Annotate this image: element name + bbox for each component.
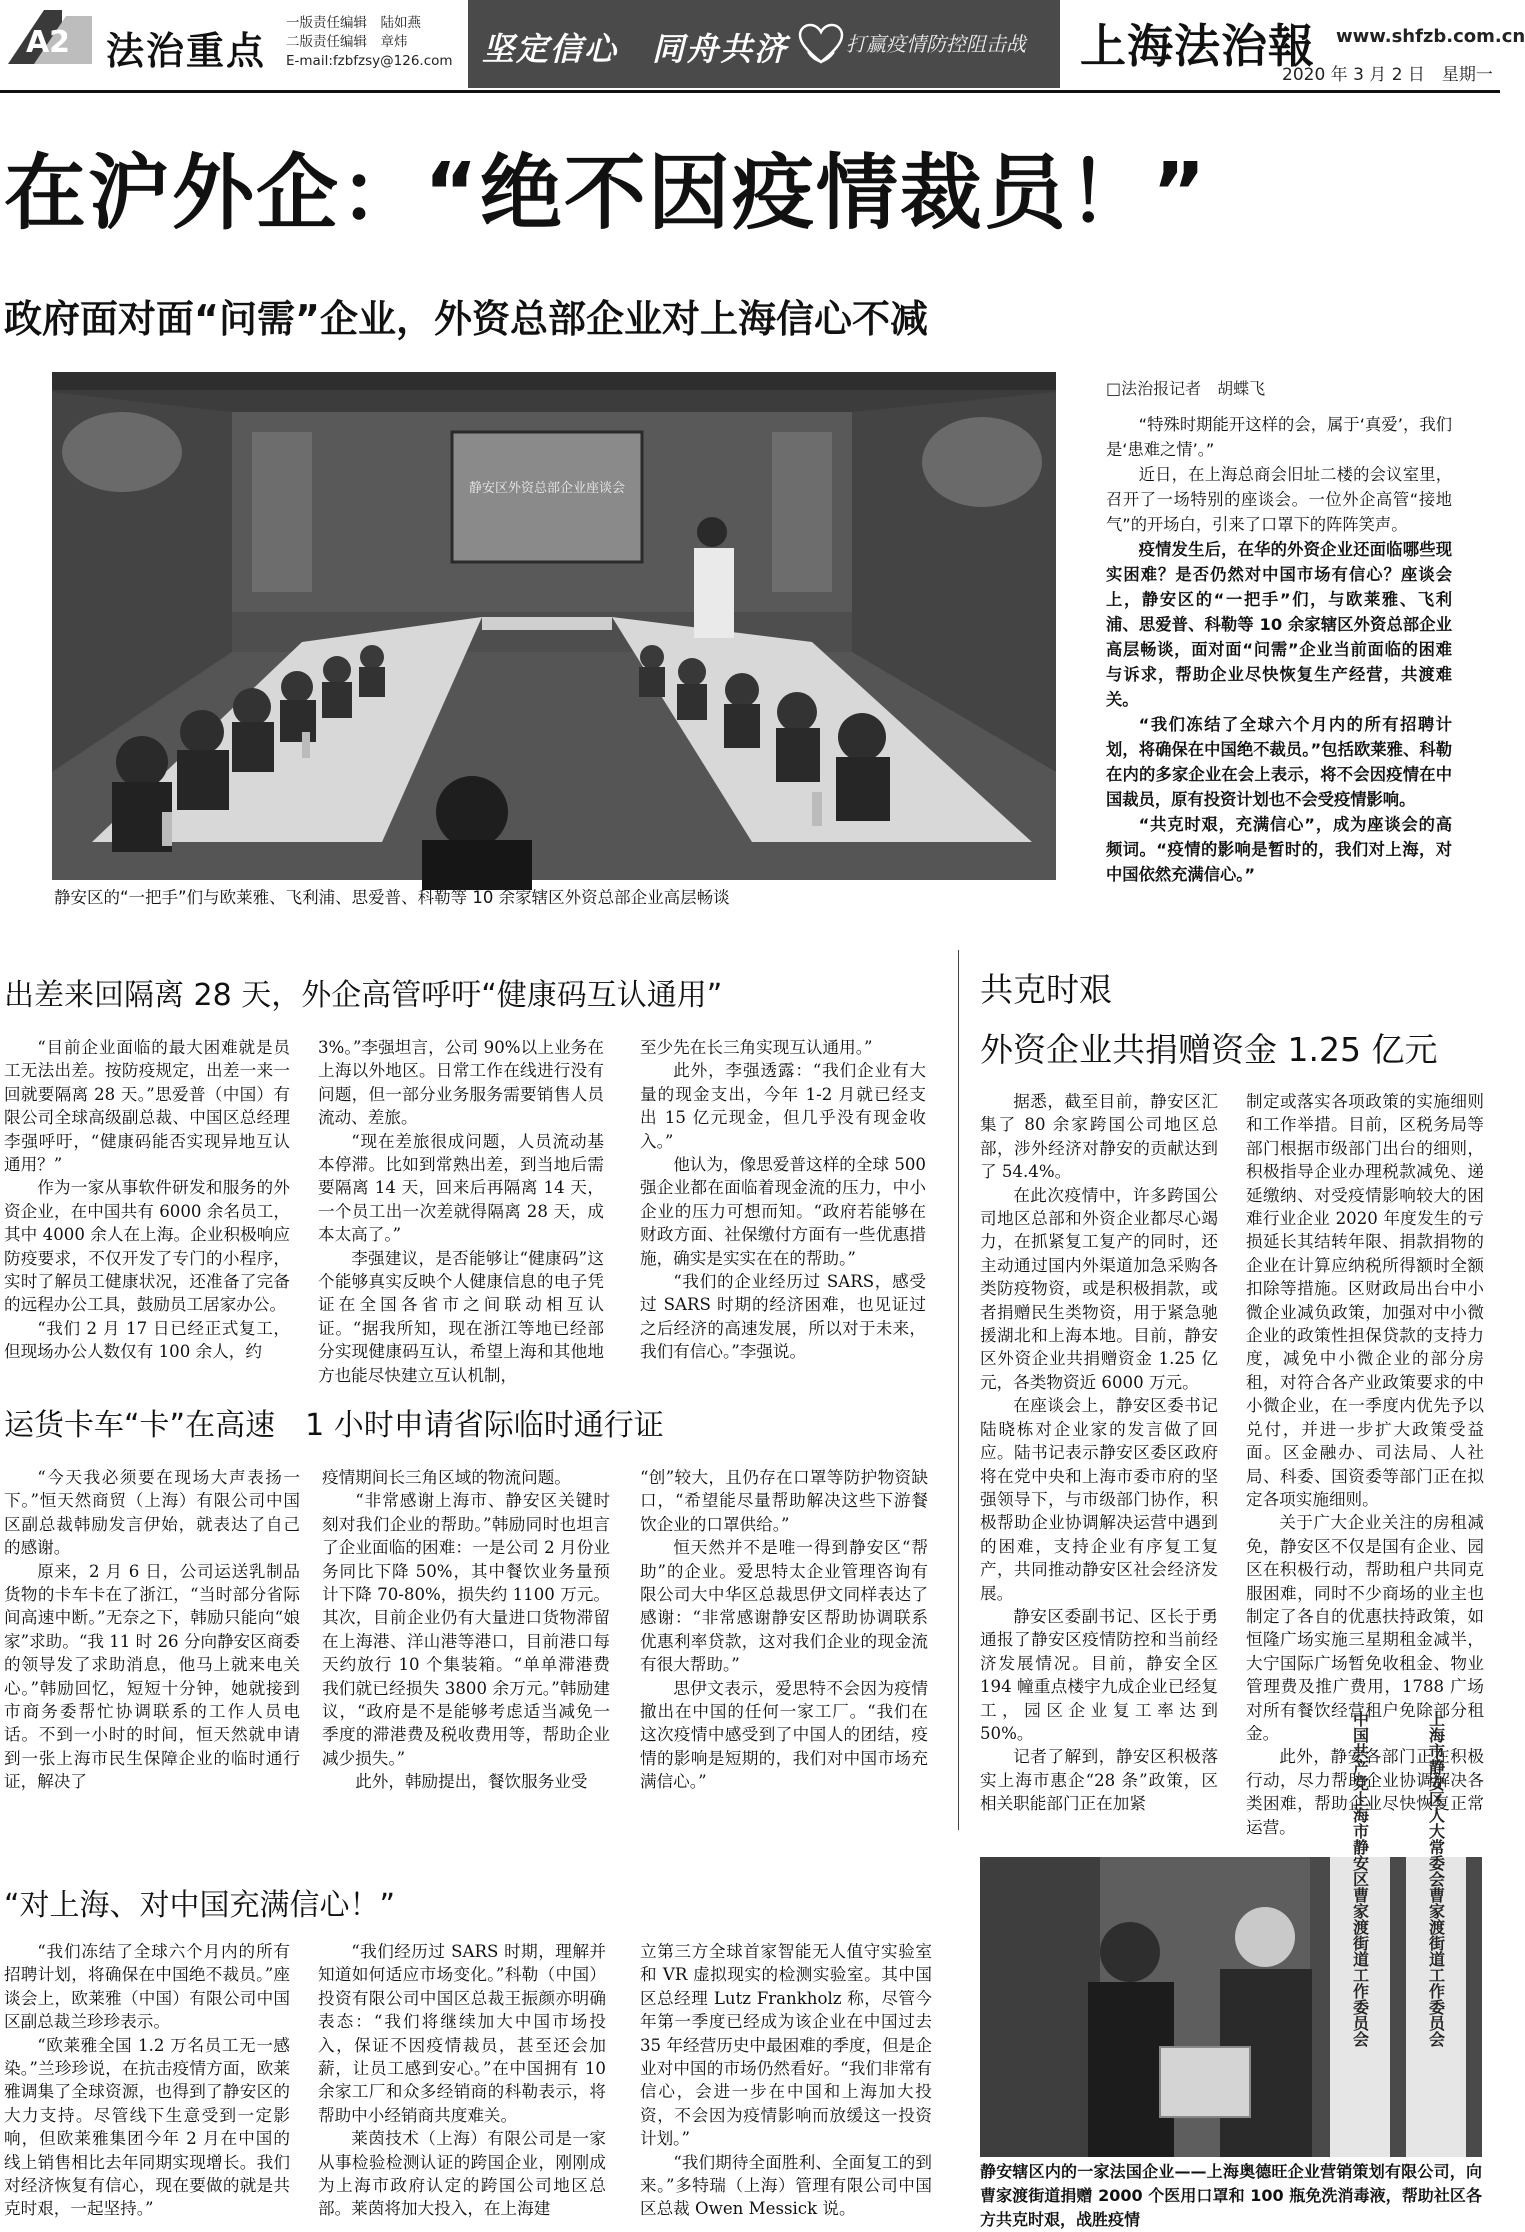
banner-slogan: 坚定信心 同舟共济 [482, 30, 789, 68]
plaque-text-2: 上海市静安区人大常委会曹家渡街道工作委员会 [1426, 1711, 1446, 2047]
main-headline: 在沪外企：“绝不因疫情裁员！” [4, 146, 1208, 241]
editor-line-2: 二版责任编辑 章炜 [286, 34, 408, 50]
section2-column-2 [322, 1466, 610, 1842]
page-number-badge [4, 6, 96, 68]
section1-title: 出差来回隔离 28 天，外企高管呼吁“健康码互认通用” [4, 978, 723, 1013]
byline: □法治报记者 胡蝶飞 [1106, 379, 1266, 398]
section3-column-3 [640, 1940, 932, 2222]
paragraph: 记者了解到，静安区积极落实上海市惠企“28 条”政策，区相关职能部门正在加紧 [980, 1747, 1218, 1814]
paragraph: “非常感谢上海市、静安区关键时刻对我们企业的帮助。”韩励同时也坦言了企业面临的困难：一是公司 2 月份业务同比下降 50%，其中餐饮业务量预计下降 70-80%，损失约 1100 万元。其次，目前企业仍有大量进口货物滞留在上海港、洋山港等港口，目前港口每天约放行 10 个集装箱。“单单滞港费我们就已经损失 3800 余万元。”韩励建议，“政府是不是能够考虑适当减免一季度的滞港费及税收费用等，帮助企业减少损失。” [322, 1491, 610, 1768]
page-number: A2 [25, 25, 71, 60]
masthead-rule [0, 90, 1500, 93]
paragraph: “目前企业面临的最大困难就是员工无法出差。按防疫规定，出差一来一回就要隔离 28 天。”思爱普（中国）有限公司全球高级副总裁、中国区总经理李强呼吁，“健康码能否实现异地互认通用？” [4, 1038, 290, 1175]
paragraph: 李强建议，是否能够让“健康码”这个能够真实反映个人健康信息的电子凭证在全国各省市之间联动相互认证。“据我所知，现在浙江等地已经部分实现健康码互认，希望上海和其他地方也能尽快建立互认机制， [318, 1248, 604, 1385]
paragraph: 至少先在长三角实现互认通用。” [640, 1038, 873, 1057]
meeting-photo [52, 372, 1056, 880]
section1-column-1 [4, 1036, 290, 1362]
paragraph: 关于广大企业关注的房租减免，静安区不仅是国有企业、园区在积极行动，帮助租户共同克服困难，同时不少商场的业主也制定了各自的优惠扶持政策，如恒隆广场实施三星期租金减半，大宁国际广场暂免收租金、物业管理费及推广费用，1788 广场对所有餐饮经营租户免除部分租金。 [1246, 1513, 1484, 1743]
issue-date: 2020 年 3 月 2 日 星期一 [1282, 65, 1493, 85]
paragraph: “创”较大，且仍存在口罩等防护物资缺口，“希望能尽量帮助解决这些下游餐饮企业的口罩供给。” [640, 1468, 928, 1534]
screen-text: 静安区外资总部企业座谈会 [468, 481, 626, 496]
paragraph: 立第三方全球首家智能无人值守实验室和 VR 虚拟现实的检测实验室。其中国区总经理 Lutz Frankholz 称，尽管今年第一季度已经成为该企业在中国过去 35 年经营历史中最困难的季度，但是企业对中国的市场仍然看好。“我们非常有信心，会进一步在中国和上海加大投资，不会因为疫情影响而放缓这一投资计划。” [640, 1942, 932, 2149]
banner-subtitle: 打赢疫情防控阻击战 [846, 32, 1026, 56]
paragraph: 在座谈会上，静安区委书记陆晓栋对企业家的发言做了回应。陆书记表示静安区委区政府将在党中央和上海市委市府的坚强领导下，与市级部门协作，积极帮助企业协调解决运营中遇到的困难，支持企业有序复工复产，共同推动静安区社会经济发展。 [980, 1396, 1218, 1603]
meeting-photo-illustration [52, 372, 1056, 880]
lead-paragraph: 疫情发生后，在华的外资企业还面临哪些现实困难？是否仍然对中国市场有信心？座谈会上，静安区的“一把手”们，与欧莱雅、飞利浦、思爱普、科勒等 10 余家辖区外资总部企业高层畅谈，面对面“问需”企业当前面临的困难与诉求，帮助企业尽快恢复生产经营，共渡难关。 [1106, 540, 1452, 709]
sidebar-divider [958, 950, 959, 1830]
website-link[interactable]: www.shfzb.com.cn [1336, 26, 1525, 47]
photo-caption: 静安区的“一把手”们与欧莱雅、飞利浦、思爱普、科勒等 10 余家辖区外资总部企业高层畅谈 [54, 888, 730, 907]
editor-email[interactable]: E-mail:fzbfzsy@126.com [286, 53, 453, 69]
paragraph: 作为一家从事软件研发和服务的外资企业，在中国共有 6000 余名员工，其中 4000 余人在上海。企业积极响应防疫要求，不仅开发了专门的小程序，实时了解员工健康状况，还准备了完备的远程办公工具，鼓励员工居家办公。 [4, 1178, 290, 1315]
sidebar-title: 外资企业共捐赠资金 1.25 亿元 [980, 1030, 1438, 1069]
lead-paragraph: “我们冻结了全球六个月内的所有招聘计划，将确保在中国绝不裁员。”包括欧莱雅、科勒在内的多家企业在会上表示，将不会因疫情在中国裁员，原有投资计划也不会受疫情影响。 [1106, 715, 1452, 809]
sidebar-column-1 [980, 1090, 1218, 1838]
paragraph: 疫情期间长三角区域的物流问题。 [322, 1468, 571, 1487]
lead-column [1106, 412, 1452, 887]
section2-column-1 [4, 1466, 300, 1842]
paragraph: 静安区委副书记、区长于勇通报了静安区疫情防控和当前经济发展情况。目前，静安全区 194 幢重点楼宇九成企业已经复工，园区企业复工率达到 50%。 [980, 1606, 1218, 1743]
lead-paragraph: “共克时艰，充满信心”，成为座谈会的高频词。“疫情的影响是暂时的，我们对上海，对中国依然充满信心。” [1106, 815, 1452, 884]
plaque-text-1: 中国共产党上海市静安区曹家渡街道工作委员会 [1350, 1711, 1370, 2047]
paragraph: 制定或落实各项政策的实施细则和工作举措。目前，区税务局等部门根据市级部门出台的细则，积极指导企业办理税款减免、递延缴纳、对受疫情影响较大的困难行业企业 2020 年度发生的亏损延长其结转年限、捐款捐物的企业在计算应纳税所得额时全额扣除等措施。区财政局出台中小微企业减负政策，加强对中小微企业的政策性担保贷款的支持力度，减免中小微企业的部分房租，对符合各产业政策要求的中小微企业，在一季度内优先予以兑付，并进一步扩大政策受益面。区金融办、司法局、人社局、科委、国资委等部门正在拟定各项实施细则。 [1246, 1092, 1484, 1509]
heart-hands-icon [796, 22, 846, 66]
paragraph: 他认为，像思爱普这样的全球 500 强企业都在面临着现金流的压力，中小企业的压力可想而知。“政府若能够在财政方面、社保缴付方面有一些优惠措施，确实是实实在在的帮助。” [640, 1155, 926, 1268]
section3-column-1 [4, 1940, 290, 2222]
section2-column-3 [640, 1466, 928, 1842]
paragraph: “我们的企业经历过 SARS，感受过 SARS 时期的经济困难，也见证过之后经济的高速发展，所以对于未来，我们有信心。”李强说。 [640, 1272, 926, 1362]
campaign-banner [468, 0, 1060, 88]
sidebar-kicker: 共克时艰 [980, 970, 1112, 1009]
paragraph: 此外，李强透露：“我们企业有大量的现金支出，今年 1-2 月就已经支出 15 亿元现金，但几乎没有现金收入。” [640, 1061, 926, 1151]
paragraph: 此外，静安各部门正在积极行动，尽力帮助企业协调解决各类困难，帮助企业尽快恢复正常运营。 [1246, 1747, 1484, 1837]
paragraph: “我们期待全面胜利、全面复工的到来。”多特瑞（上海）管理有限公司中国区总裁 Owen Messick 说。 [640, 2152, 932, 2219]
paragraph: “我们 2 月 17 日已经正式复工，但现场办公人数仅有 100 余人，约 [4, 1318, 290, 1362]
editor-line-1: 一版责任编辑 陆如燕 [286, 15, 421, 31]
editors-block [286, 14, 453, 71]
lead-paragraph: “特殊时期能开这样的会，属于‘真爱’，我们是‘患难之情’。” [1106, 415, 1452, 459]
section1-column-2 [318, 1036, 604, 1385]
paragraph: 在此次疫情中，许多跨国公司地区总部和外资企业都尽心竭力，在抓紧复工复产的同时，还主动通过国内外渠道加急采购各类防疫物资，或是积极捐款，或者捐赠民生类物资，用于紧急驰援湖北和上海本地。目前，静安区外资企业共捐赠资金 1.25 亿元，各类物资近 6000 万元。 [980, 1185, 1218, 1392]
paragraph: 思伊文表示，爱思特不会因为疫情撤出在中国的任何一家工厂。“我们在这次疫情中感受到了中国人的团结，疫情的影响是短期的，我们对中国市场充满信心。” [640, 1678, 928, 1792]
newspaper-logo: 上海法治報 [1080, 19, 1315, 73]
section3-column-2 [318, 1940, 606, 2222]
section2-title: 运货卡车“卡”在高速 1 小时申请省际临时通行证 [4, 1408, 664, 1443]
donation-photo-caption: 静安辖区内的一家法国企业——上海奥德旺企业营销策划有限公司，向曹家渡街道捐赠 2000 个医用口罩和 100 瓶免洗消毒液，帮助社区各方共克时艰，战胜疫情 [980, 2162, 1482, 2229]
sub-headline: 政府面对面“问需”企业，外资总部企业对上海信心不减 [4, 297, 928, 341]
paragraph: “我们冻结了全球六个月内的所有招聘计划，将确保在中国绝不裁员。”座谈会上，欧莱雅（中国）有限公司中国区副总裁兰珍珍表示。 [4, 1942, 290, 2032]
paragraph: “欧莱雅全国 1.2 万名员工无一感染。”兰珍珍说，在抗击疫情方面，欧莱雅调集了全球资源，也得到了静安区的大力支持。尽管线下生意受到一定影响，但欧莱雅集团今年 2 月在中国的线上销售相比去年同期实现增长。我们对经济恢复有信心，现在要做的就是共克时艰，一起坚持。” [4, 2035, 290, 2219]
paragraph: 此外，韩励提出，餐饮服务业受 [355, 1772, 588, 1792]
paragraph: “今天我必须要在现场大声表扬一下。”恒天然商贸（上海）有限公司中国区副总裁韩励发言伊始，就表达了自己的感谢。 [4, 1468, 300, 1558]
section3-title: “对上海、对中国充满信心！” [4, 1888, 396, 1923]
paragraph: “我们经历过 SARS 时期，理解并知道如何适应市场变化。”科勒（中国）投资有限公司中国区总裁王振颜亦明确表态：“我们将继续加大中国市场投入，保证不因疫情裁员，甚至还会加薪，让员工感到安心。”在中国拥有 10 余家工厂和众多经销商的科勒表示，将帮助中小经销商共度难关。 [318, 1942, 606, 2125]
lead-paragraph: 近日，在上海总商会旧址二楼的会议室里，召开了一场特别的座谈会。一位外企高管“接地气”的开场白，引来了口罩下的阵阵笑声。 [1106, 465, 1452, 534]
masthead [0, 0, 1525, 88]
paragraph: 据悉，截至目前，静安区汇集了 80 余家跨国公司地区总部，涉外经济对静安的贡献达到了 54.4%。 [980, 1092, 1218, 1182]
paragraph: “现在差旅很成问题，人员流动基本停滞。比如到常熟出差，到当地后需要隔离 14 天，回来后再隔离 14 天，一个员工出一次差就得隔离 28 天，成本太高了。” [318, 1131, 604, 1245]
paragraph: 原来，2 月 6 日，公司运送乳制品货物的卡车卡在了浙江，“当时部分省际间高速中断。”无奈之下，韩励只能向“娘家”求助。“我 11 时 26 分向静安区商委的领导发了求助消息，他马上就来电关心。”韩励回忆，短短十分钟，她就接到市商务委帮忙协调联系的工作人员电话。不到一小时的时间，恒天然就申请到一张上海市民生保障企业的临时通行证，解决了 [4, 1561, 301, 1792]
paragraph: 3%。”李强坦言，公司 90%以上业务在上海以外地区。日常工作在线进行没有问题，但一部分业务服务需要销售人员流动、差旅。 [318, 1038, 604, 1128]
section-title: 法治重点 [106, 29, 267, 73]
section1-column-3 [640, 1036, 926, 1362]
paragraph: 恒天然并不是唯一得到静安区“帮助”的企业。爱思特太企业管理咨询有限公司大中华区总裁思伊文同样表达了感谢：“非常感谢静安区帮助协调联系优惠利率贷款，这对我们企业的现金流有很大帮助。” [640, 1538, 928, 1675]
paragraph: 莱茵技术（上海）有限公司是一家从事检验检测认证的跨国企业，刚刚成为上海市政府认定的跨国公司地区总部。莱茵将加大投入，在上海建 [318, 2129, 606, 2219]
